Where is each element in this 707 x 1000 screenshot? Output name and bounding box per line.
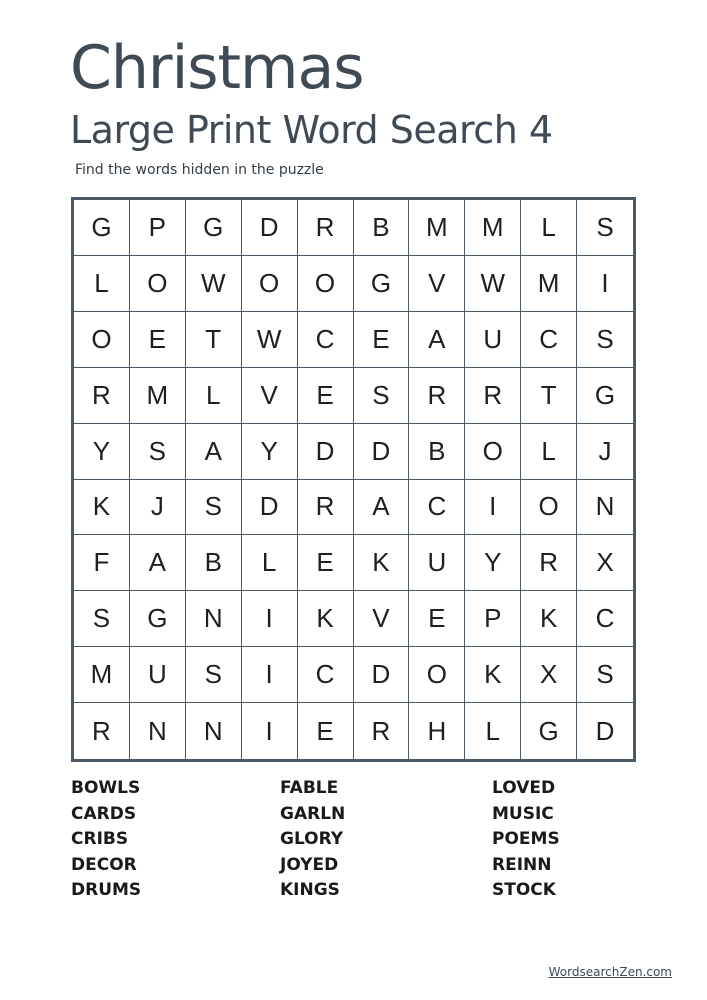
grid-cell: K bbox=[521, 591, 577, 647]
grid-cell: O bbox=[298, 256, 354, 312]
grid-cell: J bbox=[130, 480, 186, 536]
grid-cell: T bbox=[186, 312, 242, 368]
word-list-item: FABLE bbox=[280, 778, 339, 798]
grid-cell: B bbox=[354, 200, 410, 256]
grid-cell: E bbox=[298, 368, 354, 424]
grid-cell: U bbox=[409, 535, 465, 591]
grid-cell: E bbox=[130, 312, 186, 368]
grid-cell: K bbox=[465, 647, 521, 703]
grid-cell: G bbox=[521, 703, 577, 759]
grid-cell: B bbox=[409, 424, 465, 480]
grid-cell: E bbox=[409, 591, 465, 647]
grid-cell: S bbox=[577, 312, 633, 368]
grid-cell: O bbox=[465, 424, 521, 480]
instructions-text: Find the words hidden in the puzzle bbox=[75, 162, 324, 178]
grid-cell: C bbox=[298, 312, 354, 368]
grid-cell: F bbox=[74, 535, 130, 591]
grid-cell: L bbox=[242, 535, 298, 591]
grid-cell: G bbox=[74, 200, 130, 256]
word-list-item: MUSIC bbox=[492, 803, 554, 824]
grid-cell: G bbox=[354, 256, 410, 312]
grid-cell: E bbox=[354, 312, 410, 368]
grid-cell: R bbox=[354, 703, 410, 759]
word-list-item: GLORY bbox=[280, 829, 344, 849]
grid-cell: A bbox=[130, 535, 186, 591]
grid-cell: V bbox=[354, 591, 410, 647]
grid-cell: D bbox=[298, 424, 354, 480]
grid-cell: C bbox=[409, 480, 465, 536]
grid-cell: Y bbox=[242, 424, 298, 480]
grid-cell: K bbox=[298, 591, 354, 647]
word-list-item: BOWLS bbox=[71, 778, 141, 798]
grid-cell: O bbox=[521, 480, 577, 536]
grid-cell: W bbox=[465, 256, 521, 312]
grid-cell: S bbox=[74, 591, 130, 647]
grid-cell: W bbox=[186, 256, 242, 312]
word-search-grid bbox=[71, 197, 636, 762]
grid-cell: O bbox=[74, 312, 130, 368]
grid-cell: L bbox=[186, 368, 242, 424]
word-list-item: CARDS bbox=[71, 803, 137, 824]
grid-cell: M bbox=[521, 256, 577, 312]
grid-cell: G bbox=[130, 591, 186, 647]
grid-cell: R bbox=[465, 368, 521, 424]
word-list-item: STOCK bbox=[492, 880, 556, 900]
page-subtitle: Large Print Word Search 4 bbox=[70, 108, 553, 152]
grid-cell: X bbox=[577, 535, 633, 591]
grid-cell: R bbox=[298, 480, 354, 536]
grid-cell: M bbox=[130, 368, 186, 424]
grid-cell: P bbox=[130, 200, 186, 256]
grid-cell: L bbox=[74, 256, 130, 312]
grid-cell: C bbox=[577, 591, 633, 647]
grid-cell: I bbox=[242, 703, 298, 759]
grid-cell: D bbox=[354, 647, 410, 703]
word-list-item: DRUMS bbox=[71, 880, 142, 900]
grid-cell: H bbox=[409, 703, 465, 759]
grid-cell: S bbox=[130, 424, 186, 480]
word-list-column-3 bbox=[492, 776, 560, 904]
grid-cell: R bbox=[409, 368, 465, 424]
grid-cell: I bbox=[465, 480, 521, 536]
grid-cell: D bbox=[242, 200, 298, 256]
grid-cell: M bbox=[465, 200, 521, 256]
grid-cell: L bbox=[521, 424, 577, 480]
grid-cell: M bbox=[409, 200, 465, 256]
grid-cell: O bbox=[409, 647, 465, 703]
grid-cell: J bbox=[577, 424, 633, 480]
word-list-item: REINN bbox=[492, 854, 552, 875]
word-list-column-1 bbox=[71, 776, 141, 904]
grid-cell: Y bbox=[465, 535, 521, 591]
grid-cell: V bbox=[242, 368, 298, 424]
grid-cell: A bbox=[186, 424, 242, 480]
grid-cell: A bbox=[354, 480, 410, 536]
grid-cell: O bbox=[242, 256, 298, 312]
grid-cell: R bbox=[74, 368, 130, 424]
word-list-item: JOYED bbox=[280, 854, 339, 875]
grid-cell: S bbox=[186, 480, 242, 536]
grid-cell: O bbox=[130, 256, 186, 312]
grid-cell: S bbox=[577, 200, 633, 256]
grid-cell: N bbox=[186, 703, 242, 759]
grid-cell: K bbox=[354, 535, 410, 591]
word-list-item: CRIBS bbox=[71, 829, 129, 849]
grid-cell: M bbox=[74, 647, 130, 703]
word-list-item: DECOR bbox=[71, 854, 137, 875]
word-list-item: KINGS bbox=[280, 880, 340, 900]
grid-cell: S bbox=[577, 647, 633, 703]
grid-cell: R bbox=[74, 703, 130, 759]
grid-cell: E bbox=[298, 535, 354, 591]
grid-cell: C bbox=[521, 312, 577, 368]
grid-cell: U bbox=[130, 647, 186, 703]
grid-cell: R bbox=[521, 535, 577, 591]
grid-cell: G bbox=[186, 200, 242, 256]
grid-cell: P bbox=[465, 591, 521, 647]
grid-cell: V bbox=[409, 256, 465, 312]
footer-site-link[interactable]: WordsearchZen.com bbox=[548, 965, 672, 979]
grid-cell: N bbox=[186, 591, 242, 647]
word-list-item: POEMS bbox=[492, 829, 560, 849]
grid-cell: I bbox=[242, 591, 298, 647]
grid-cell: D bbox=[595, 715, 615, 746]
grid-cell: S bbox=[186, 647, 242, 703]
grid-cell: E bbox=[298, 703, 354, 759]
grid-cell: D bbox=[242, 480, 298, 536]
page-title: Christmas bbox=[70, 33, 364, 103]
grid-cell: X bbox=[521, 647, 577, 703]
grid-cell: S bbox=[354, 368, 410, 424]
word-list-column-2 bbox=[280, 776, 345, 904]
grid-cell: K bbox=[74, 480, 130, 536]
grid-cell: L bbox=[521, 200, 577, 256]
grid-cell: L bbox=[465, 703, 521, 759]
grid-cell: I bbox=[242, 647, 298, 703]
grid-cell: N bbox=[130, 703, 186, 759]
grid-cell: W bbox=[242, 312, 298, 368]
word-list-item: GARLN bbox=[280, 803, 346, 824]
grid-cell: T bbox=[521, 368, 577, 424]
grid-cell: B bbox=[186, 535, 242, 591]
grid-cell: G bbox=[577, 368, 633, 424]
grid-cell: N bbox=[577, 480, 633, 536]
grid-cell: A bbox=[409, 312, 465, 368]
grid-cell: U bbox=[465, 312, 521, 368]
grid-cell: Y bbox=[74, 424, 130, 480]
grid-cell: R bbox=[298, 200, 354, 256]
grid-cell: I bbox=[577, 256, 633, 312]
grid-cell: C bbox=[298, 647, 354, 703]
word-list-item: LOVED bbox=[492, 778, 556, 798]
grid-cell: D bbox=[354, 424, 410, 480]
